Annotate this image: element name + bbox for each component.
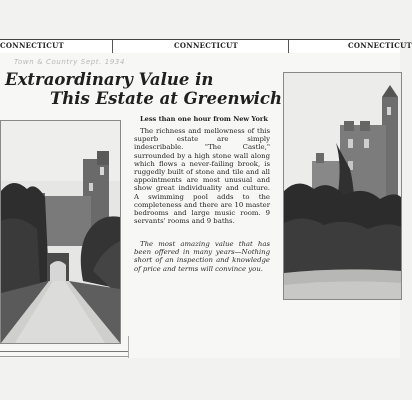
photo-driveway: [0, 120, 121, 344]
article-closing: The most amazing value that has been offered in many years—Nothing short of an inspection and knowledge of price and terms will convince you.: [134, 240, 270, 273]
header-label-right: CONNECTICUT: [348, 41, 412, 50]
running-header: [0, 39, 412, 54]
bottom-rule: [0, 356, 128, 357]
headline-line-2: This Estate at Greenwich: [50, 89, 282, 108]
castle-illustration: [284, 73, 401, 299]
driveway-illustration: [1, 121, 120, 343]
clipping-edge: [128, 336, 129, 358]
article-body: The richness and mellowness of this superb estate are simply indescribable. "The Castle," surrounded by a high stone wall along which flows a never-failing brook, is ruggedly built of stone and tile and all appointments are most unusual and show great individuality and culture. A swimming pool adds to the completeness and there are 10 master bedrooms and large music room. 9 servants' rooms and 9 baths.: [134, 127, 270, 226]
headline-line-1: Extraordinary Value in: [5, 70, 214, 89]
bottom-rule: [0, 351, 128, 352]
photo-castle: [283, 72, 402, 300]
header-divider: [112, 40, 113, 53]
header-divider: [288, 40, 289, 53]
handwritten-source-note: Town & Country Sept. 1934: [14, 58, 126, 66]
header-label-center: CONNECTICUT: [174, 41, 239, 50]
header-label-left: CONNECTICUT: [0, 41, 65, 50]
subheadline: Less than one hour from New York: [140, 115, 268, 123]
